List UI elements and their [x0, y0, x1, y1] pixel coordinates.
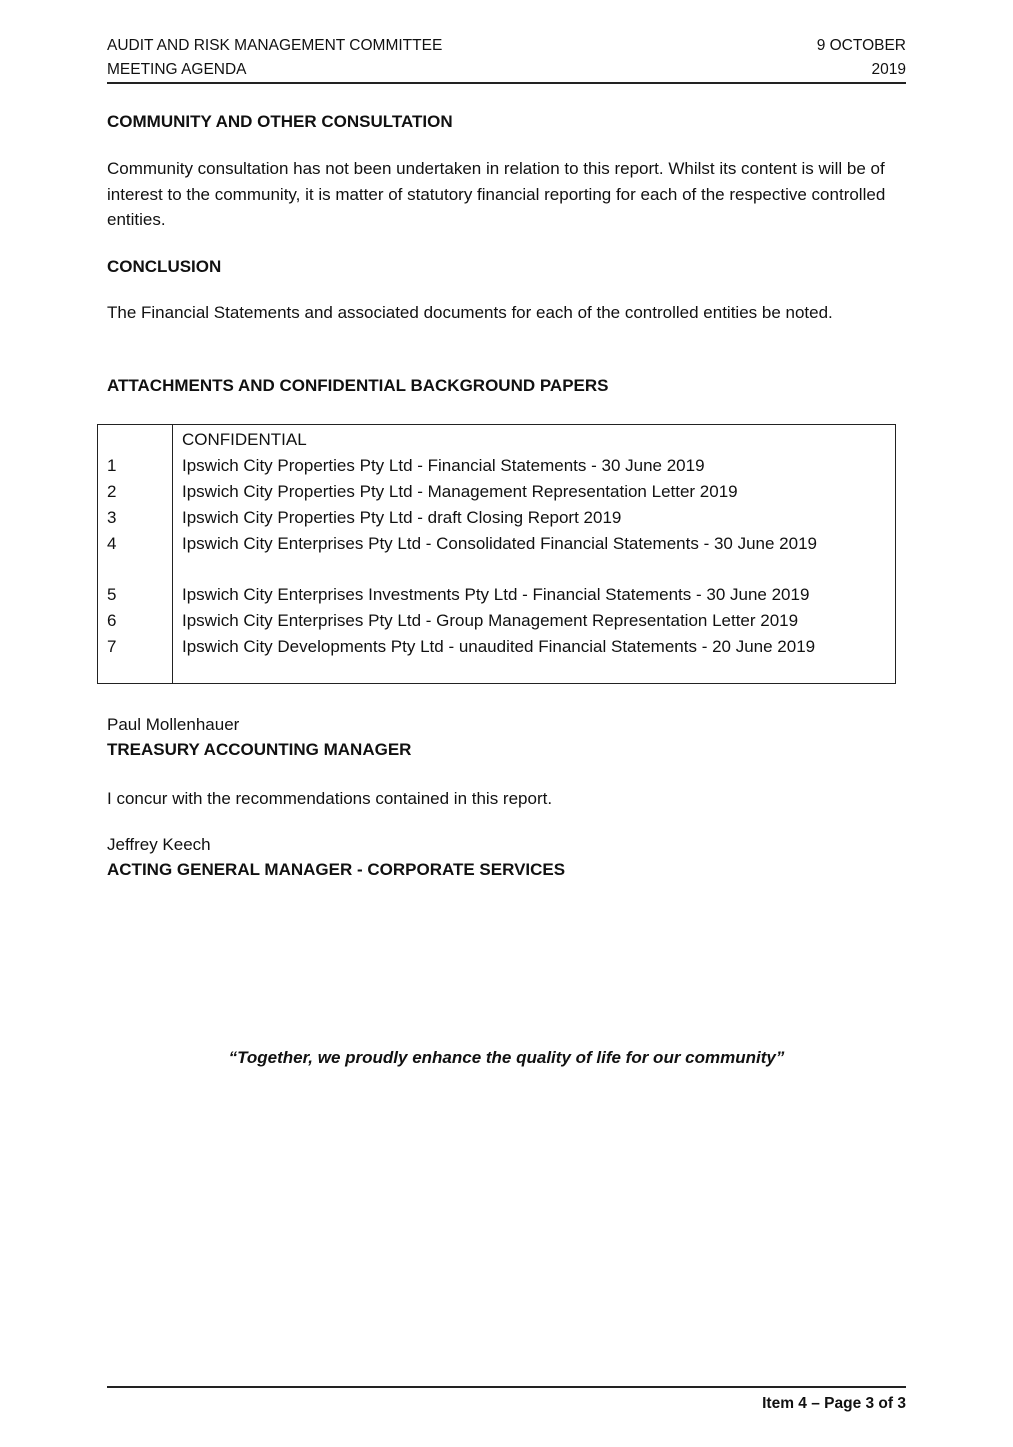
author-title: TREASURY ACCOUNTING MANAGER — [107, 740, 412, 759]
attachments-table — [97, 424, 896, 684]
attachment-title: Ipswich City Enterprises Investments Pty Ltd - Financial Statements - 30 June 2019 — [182, 585, 810, 604]
attachment-title: Ipswich City Enterprises Pty Ltd - Group Management Representation Letter 2019 — [182, 611, 799, 630]
approver-name: Jeffrey Keech — [107, 835, 211, 854]
document-type: MEETING AGENDA — [107, 61, 247, 78]
community-body: Community consultation has not been undertaken in relation to this report. Whilst its content is will be of interest to the community, it is matter of statutory financial reporting for each of the respective controlled entities. — [107, 159, 886, 229]
attachment-number: 4 — [107, 534, 117, 553]
attachment-title: Ipswich City Properties Pty Ltd - Management Representation Letter 2019 — [182, 482, 738, 501]
attachment-number: 2 — [107, 482, 117, 501]
attachment-number: 3 — [107, 508, 117, 527]
page-header — [107, 34, 906, 84]
attachment-title: Ipswich City Enterprises Pty Ltd - Consolidated Financial Statements - 30 June 2019 — [182, 534, 817, 553]
committee-name: AUDIT AND RISK MANAGEMENT COMMITTEE — [107, 37, 443, 54]
footer-quote: “Together, we proudly enhance the quality of life for our community” — [228, 1048, 785, 1067]
concur-statement: I concur with the recommendations contained in this report. — [107, 789, 553, 808]
attachment-title: Ipswich City Properties Pty Ltd - Financial Statements - 30 June 2019 — [182, 456, 705, 475]
attachment-number: 7 — [107, 637, 117, 656]
attachment-number: 6 — [107, 611, 117, 630]
attachment-title: Ipswich City Properties Pty Ltd - draft Closing Report 2019 — [182, 508, 622, 527]
attachment-number: 5 — [107, 585, 117, 604]
community-heading: COMMUNITY AND OTHER CONSULTATION — [107, 112, 453, 131]
attachment-title: Ipswich City Developments Pty Ltd - unaudited Financial Statements - 20 June 2019 — [182, 637, 816, 656]
table-column-divider — [172, 425, 173, 683]
date-line-1: 9 OCTOBER — [816, 37, 906, 54]
approver-title: ACTING GENERAL MANAGER - CORPORATE SERVICES — [107, 860, 566, 879]
author-name: Paul Mollenhauer — [107, 715, 240, 734]
page-number: Item 4 – Page 3 of 3 — [762, 1395, 906, 1412]
footer-rule — [107, 1386, 906, 1388]
confidential-label: CONFIDENTIAL — [182, 430, 307, 449]
conclusion-heading: CONCLUSION — [107, 257, 222, 276]
attachments-heading: ATTACHMENTS AND CONFIDENTIAL BACKGROUND PAPERS — [107, 376, 609, 395]
header-left — [107, 34, 442, 82]
date-line-2: 2019 — [871, 61, 906, 78]
conclusion-body: The Financial Statements and associated documents for each of the controlled entities be noted. — [107, 303, 833, 322]
attachment-number: 1 — [107, 456, 117, 475]
header-date — [817, 34, 906, 82]
